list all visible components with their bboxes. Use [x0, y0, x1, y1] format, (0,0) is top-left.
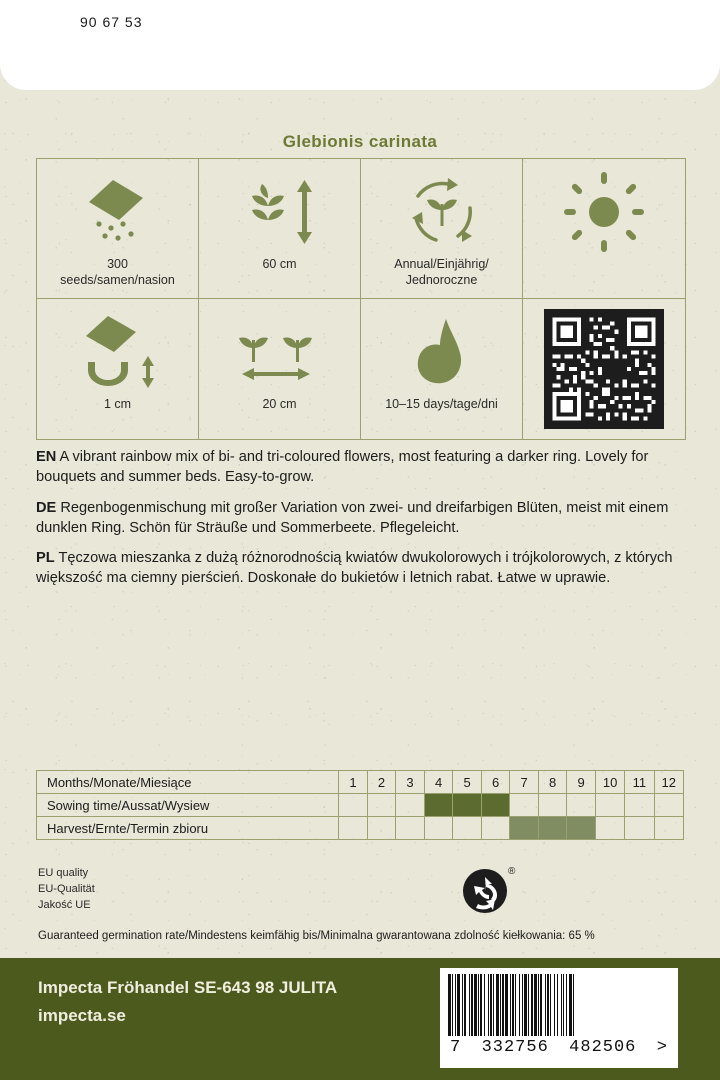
calendar-month-header: 2 — [367, 771, 396, 794]
calendar-cell — [538, 817, 567, 840]
calendar-cell — [396, 817, 425, 840]
top-white-notch — [0, 0, 720, 64]
sowing-depth-caption: 1 cm — [103, 397, 132, 411]
seed-count-caption: 300 seeds/samen/nasion — [60, 257, 175, 287]
grid-cell-life-cycle — [361, 159, 523, 299]
calendar-cell — [339, 794, 368, 817]
calendar-cell — [654, 794, 683, 817]
calendar-cell — [625, 794, 654, 817]
description-text-en: A vibrant rainbow mix of bi- and tri-coloured flowers, most featuring a darker ring. Lovely for bouquets and summer beds. Easy-to-grow. — [36, 449, 649, 485]
calendar-cell — [510, 817, 539, 840]
calendar-cell — [424, 817, 453, 840]
description-block — [36, 448, 686, 600]
eu-quality-block — [38, 866, 95, 914]
barcode-end-marker: > — [656, 1038, 668, 1057]
calendar-row-label: Sowing time/Aussat/Wysiew — [37, 794, 339, 817]
germination-time-icon — [402, 311, 482, 393]
lang-label-de: DE — [36, 499, 57, 516]
calendar-month-header: 7 — [510, 771, 539, 794]
calendar-cell — [654, 817, 683, 840]
calendar-month-header: 5 — [453, 771, 482, 794]
calendar-cell — [567, 817, 596, 840]
calendar-month-header: 9 — [567, 771, 596, 794]
calendar-cell — [595, 817, 624, 840]
company-name: Impecta Fröhandel SE-643 98 JULITA — [38, 978, 338, 997]
barcode-digits-right: 482506 — [569, 1038, 637, 1057]
grid-cell-plant-height — [199, 159, 361, 299]
seed-packet-sowing-icon — [79, 171, 157, 253]
calendar-cell — [396, 794, 425, 817]
calendar-month-header: 12 — [654, 771, 683, 794]
barcode-digits — [448, 1036, 670, 1057]
calendar-month-header: 4 — [424, 771, 453, 794]
article-code: 90 67 53 — [80, 14, 143, 30]
company-website[interactable]: impecta.se — [38, 1006, 126, 1025]
calendar-header-label: Months/Monate/Miesiące — [37, 771, 339, 794]
description-text-de: Regenbogenmischung mit großer Variation von zwei- und dreifarbigen Blüten, meist mit einem dunklen Ring. Schön für Sträuße und Sommerbeete. Pflegeleicht. — [36, 499, 669, 536]
calendar-cell — [367, 817, 396, 840]
barcode-bars — [448, 974, 670, 1036]
lang-label-pl: PL — [36, 550, 55, 567]
registered-trademark-mark: ® — [508, 866, 516, 877]
eu-quality-pl: Jakość UE — [38, 898, 91, 911]
germination-rate-text: Guaranteed germination rate/Mindestens keimfähig bis/Minimalna gwarantowana zdolność kiełkowania: 65 % — [38, 930, 595, 942]
plant-spacing-caption: 20 cm — [262, 397, 297, 411]
calendar-row — [37, 817, 684, 840]
grid-cell-qr[interactable] — [523, 299, 685, 439]
sowing-harvest-calendar — [36, 770, 684, 840]
calendar-month-header: 1 — [339, 771, 368, 794]
sowing-depth-icon — [72, 311, 164, 393]
qr-code-icon[interactable] — [544, 309, 664, 429]
grid-cell-plant-spacing — [199, 299, 361, 439]
calendar-cell — [510, 794, 539, 817]
grid-cell-seed-count — [37, 159, 199, 299]
calendar-row-label: Harvest/Ernte/Termin zbioru — [37, 817, 339, 840]
footer-bar — [0, 958, 720, 1080]
calendar-cell — [481, 794, 510, 817]
calendar-cell — [424, 794, 453, 817]
calendar-cell — [453, 817, 482, 840]
calendar-row — [37, 794, 684, 817]
description-text-pl: Tęczowa mieszanka z dużą różnorodnością kwiatów dwukolorowych i trójkolorowych, z których większość ma ciemny pierścień. Doskonałe do bukietów i letnich rabat. Łatwe w uprawie. — [36, 550, 673, 587]
lang-label-en: EN — [36, 449, 57, 465]
plant-height-caption: 60 cm — [262, 257, 297, 271]
sun-full-icon — [562, 171, 646, 253]
barcode-digit-left: 7 — [450, 1038, 462, 1057]
germination-time-caption: 10–15 days/tage/dni — [385, 397, 498, 411]
calendar-cell — [453, 794, 482, 817]
calendar-cell — [567, 794, 596, 817]
eu-quality-en: EU quality — [38, 867, 89, 879]
plant-height-icon — [234, 171, 326, 253]
latin-species-name: Glebionis carinata — [282, 132, 438, 151]
description-de — [36, 499, 686, 539]
grid-cell-germination-time — [361, 299, 523, 439]
recycling-icon — [462, 868, 508, 914]
calendar-cell — [339, 817, 368, 840]
life-cycle-caption: Annual/Einjährig/ Jednoroczne — [394, 257, 489, 287]
growing-info-grid — [36, 158, 686, 440]
calendar-month-header: 11 — [625, 771, 654, 794]
grid-cell-sowing-depth — [37, 299, 199, 439]
calendar-cell — [481, 817, 510, 840]
description-pl — [36, 549, 686, 589]
calendar-month-header: 3 — [396, 771, 425, 794]
calendar-month-header: 10 — [595, 771, 624, 794]
annual-cycle-icon — [402, 171, 482, 253]
calendar-header-row — [37, 771, 684, 794]
calendar-cell — [538, 794, 567, 817]
barcode-digits-mid: 332756 — [481, 1038, 549, 1057]
grid-cell-sun — [523, 159, 685, 299]
plant-spacing-icon — [228, 311, 332, 393]
calendar-month-header: 8 — [538, 771, 567, 794]
calendar-cell — [595, 794, 624, 817]
description-en — [36, 448, 686, 488]
calendar-cell — [625, 817, 654, 840]
calendar-cell — [367, 794, 396, 817]
calendar-month-header: 6 — [481, 771, 510, 794]
barcode — [440, 968, 678, 1068]
eu-quality-de: EU-Qualität — [38, 882, 95, 895]
